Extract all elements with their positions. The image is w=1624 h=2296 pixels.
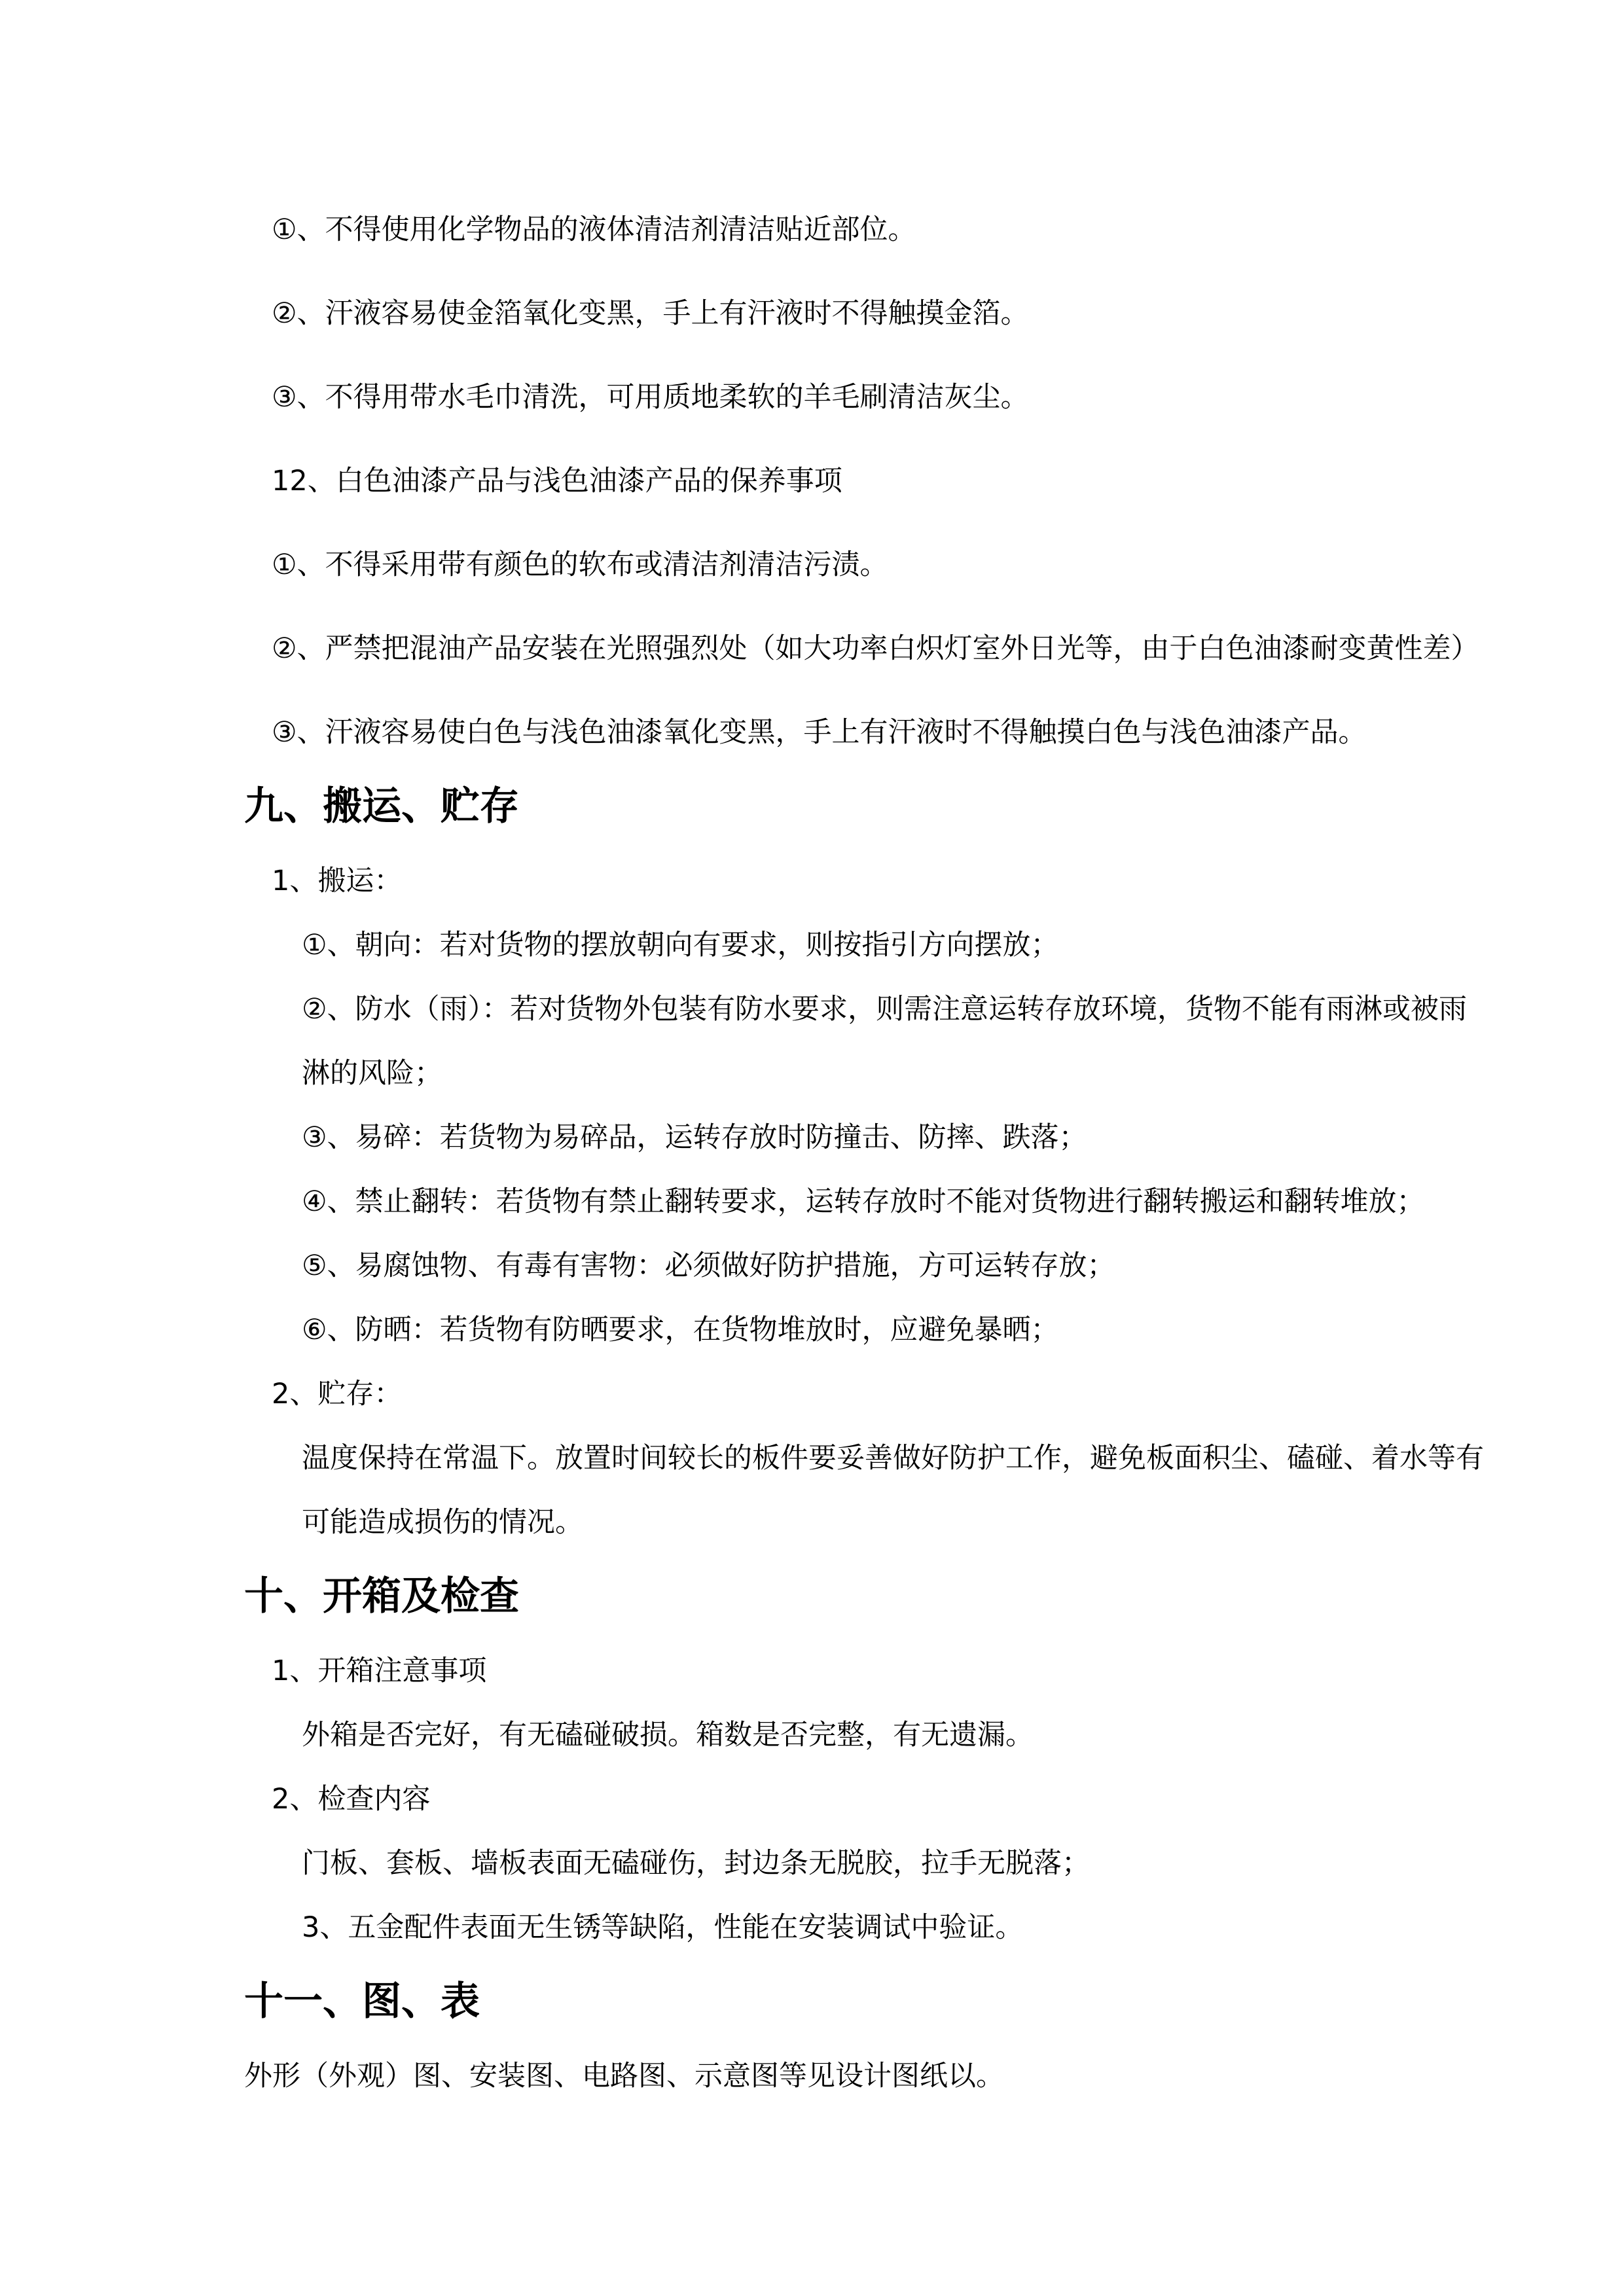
list-item: ④、禁止翻转：若货物有禁止翻转要求，运转存放时不能对货物进行翻转搬运和翻转堆放；: [302, 1185, 1425, 1218]
list-item: ⑤、易腐蚀物、有毒有害物：必须做好防护措施，方可运转存放；: [302, 1249, 1115, 1282]
list-item: 1、搬运：: [272, 865, 403, 897]
list-item: ③、易碎：若货物为易碎品，运转存放时防撞击、防摔、跌落；: [302, 1121, 1087, 1154]
list-item: 温度保持在常温下。放置时间较长的板件要妥善做好防护工作，避免板面积尘、磕碰、着水等有: [302, 1442, 1484, 1475]
list-item: 外形（外观）图、安装图、电路图、示意图等见设计图纸以。: [244, 2060, 1004, 2092]
list-item: ③、不得用带水毛巾清洗，可用质地柔软的羊毛刷清洁灰尘。: [272, 381, 1029, 414]
list-item: 2、检查内容: [272, 1783, 431, 1816]
document-content: [244, 215, 1624, 2091]
list-item: ②、防水（雨）：若对货物外包装有防水要求，则需注意运转存放环境，货物不能有雨淋或被雨: [302, 993, 1468, 1026]
list-item: 2、贮存：: [272, 1378, 403, 1410]
list-item: ②、严禁把混油产品安装在光照强烈处（如大功率白炽灯室外日光等，由于白色油漆耐变黄性差）: [272, 632, 1479, 665]
list-item: ②、汗液容易使金箔氧化变黑，手上有汗液时不得触摸金箔。: [272, 297, 1029, 330]
section-heading: 九、搬运、贮存: [244, 783, 519, 829]
list-item: 门板、套板、墙板表面无磕碰伤，封边条无脱胶，拉手无脱落；: [302, 1847, 1090, 1880]
list-item: 1、开箱注意事项: [272, 1655, 487, 1687]
care-notes-continued: [244, 215, 1624, 747]
section-heading: 十一、图、表: [244, 1979, 480, 2024]
list-item: 12、白色油漆产品与浅色油漆产品的保养事项: [272, 465, 842, 497]
list-item: ⑥、防晒：若货物有防晒要求，在货物堆放时，应避免暴晒；: [302, 1314, 1059, 1346]
list-item: ①、不得采用带有颜色的软布或清洁剂清洁污渍。: [272, 548, 888, 581]
list-item: ①、朝向：若对货物的摆放朝向有要求，则按指引方向摆放；: [302, 929, 1059, 961]
list-item: ③、汗液容易使白色与浅色油漆氧化变黑，手上有汗液时不得触摸白色与浅色油漆产品。: [272, 716, 1367, 749]
paragraph-continuation-line: 可能造成损伤的情况。: [302, 1506, 583, 1539]
section-10: [244, 1575, 1624, 1943]
section-9: [244, 785, 1624, 1537]
list-item: 3、五金配件表面无生锈等缺陷，性能在安装调试中验证。: [302, 1911, 1024, 1944]
paragraph-continuation-line: 淋的风险；: [302, 1057, 442, 1090]
list-item: ①、不得使用化学物品的液体清洁剂清洁贴近部位。: [272, 213, 916, 246]
section-11: [244, 1981, 1624, 2091]
list-item: 外箱是否完好，有无磕碰破损。箱数是否完整，有无遗漏。: [302, 1719, 1034, 1751]
section-heading: 十、开箱及检查: [244, 1573, 519, 1619]
